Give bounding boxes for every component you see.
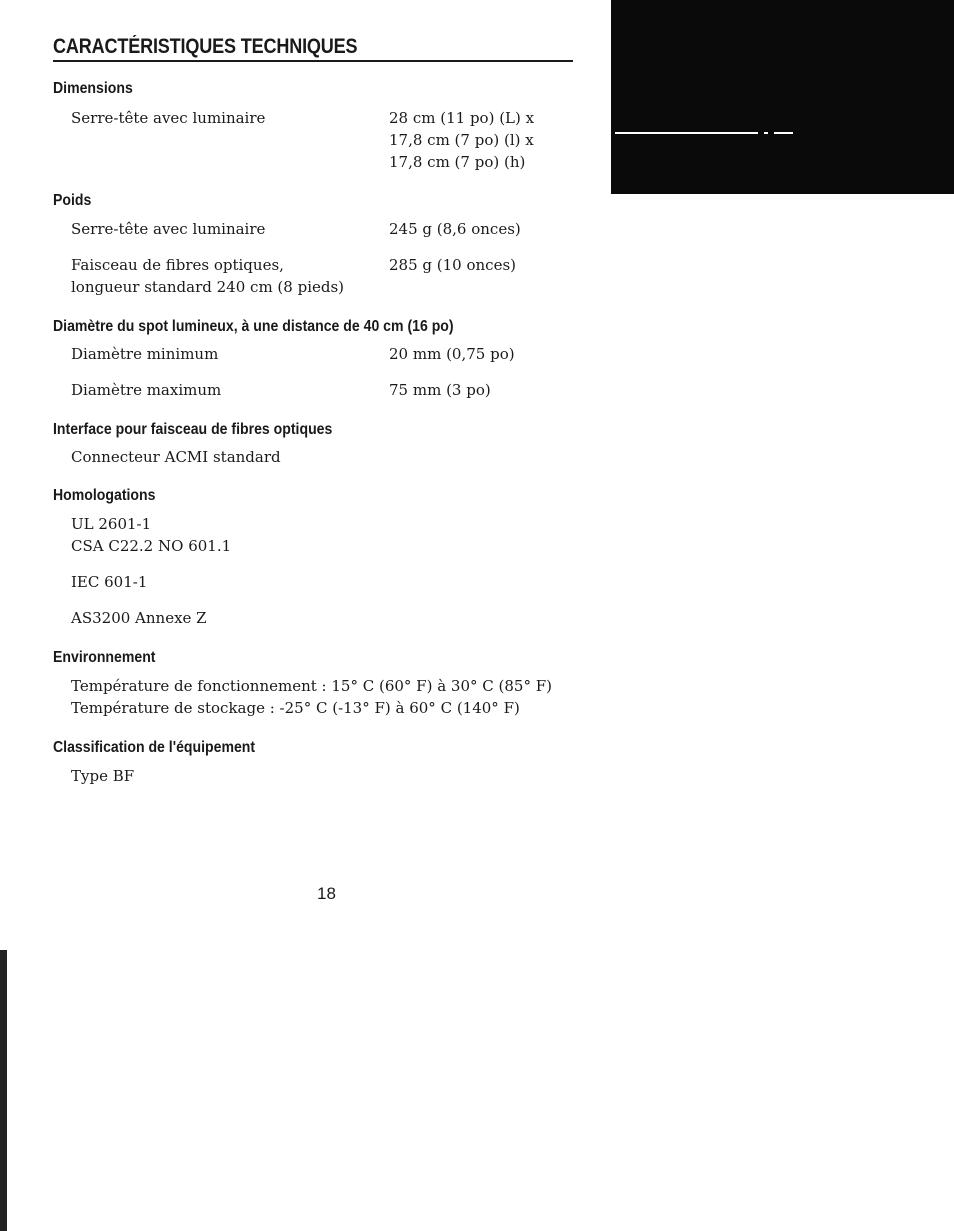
poids-fiber-label-2: longueur standard 240 cm (8 pieds) [71, 278, 345, 296]
storage-temperature: Température de stockage : -25° C (-13° F) à 60° C (140° F) [71, 699, 520, 717]
homologation-item: UL 2601-1 [71, 515, 152, 533]
tab-rule [615, 132, 758, 134]
tab-rule-dash [774, 132, 793, 134]
poids-headset-label: Serre-tête avec luminaire [71, 220, 266, 238]
diametre-heading: Diamètre du spot lumineux, à une distance de 40 cm (16 po) [53, 318, 454, 335]
binding-edge [0, 950, 7, 1231]
poids-fiber-label: Faisceau de fibres optiques, [71, 256, 284, 274]
page-title: CARACTÉRISTIQUES TECHNIQUES [53, 35, 358, 58]
operating-temperature: Température de fonctionnement : 15° C (60° F) à 30° C (85° F) [71, 677, 552, 695]
section-tab-block [611, 0, 954, 194]
diametre-min-label: Diamètre minimum [71, 345, 219, 363]
homologation-item: IEC 601-1 [71, 573, 148, 591]
page-number: 18 [317, 884, 336, 903]
homologations-heading: Homologations [53, 487, 156, 504]
dimensions-value-width: 17,8 cm (7 po) (l) x [389, 131, 534, 149]
title-rule [53, 60, 573, 62]
poids-headset-value: 245 g (8,6 onces) [389, 220, 521, 238]
interface-heading: Interface pour faisceau de fibres optiques [53, 421, 333, 438]
classification-text: Type BF [71, 767, 135, 785]
dimensions-value-height: 17,8 cm (7 po) (h) [389, 153, 526, 171]
diametre-max-value: 75 mm (3 po) [389, 381, 491, 399]
dimensions-heading: Dimensions [53, 80, 133, 97]
poids-fiber-value: 285 g (10 onces) [389, 256, 516, 274]
classification-heading: Classification de l'équipement [53, 739, 256, 756]
dimensions-label: Serre-tête avec luminaire [71, 109, 266, 127]
homologation-item: CSA C22.2 NO 601.1 [71, 537, 232, 555]
poids-heading: Poids [53, 192, 92, 209]
environnement-heading: Environnement [53, 649, 156, 666]
interface-text: Connecteur ACMI standard [71, 448, 281, 466]
homologation-item: AS3200 Annexe Z [71, 609, 207, 627]
diametre-max-label: Diamètre maximum [71, 381, 222, 399]
tab-rule-dot [764, 132, 768, 134]
diametre-min-value: 20 mm (0,75 po) [389, 345, 515, 363]
dimensions-value-length: 28 cm (11 po) (L) x [389, 109, 535, 127]
